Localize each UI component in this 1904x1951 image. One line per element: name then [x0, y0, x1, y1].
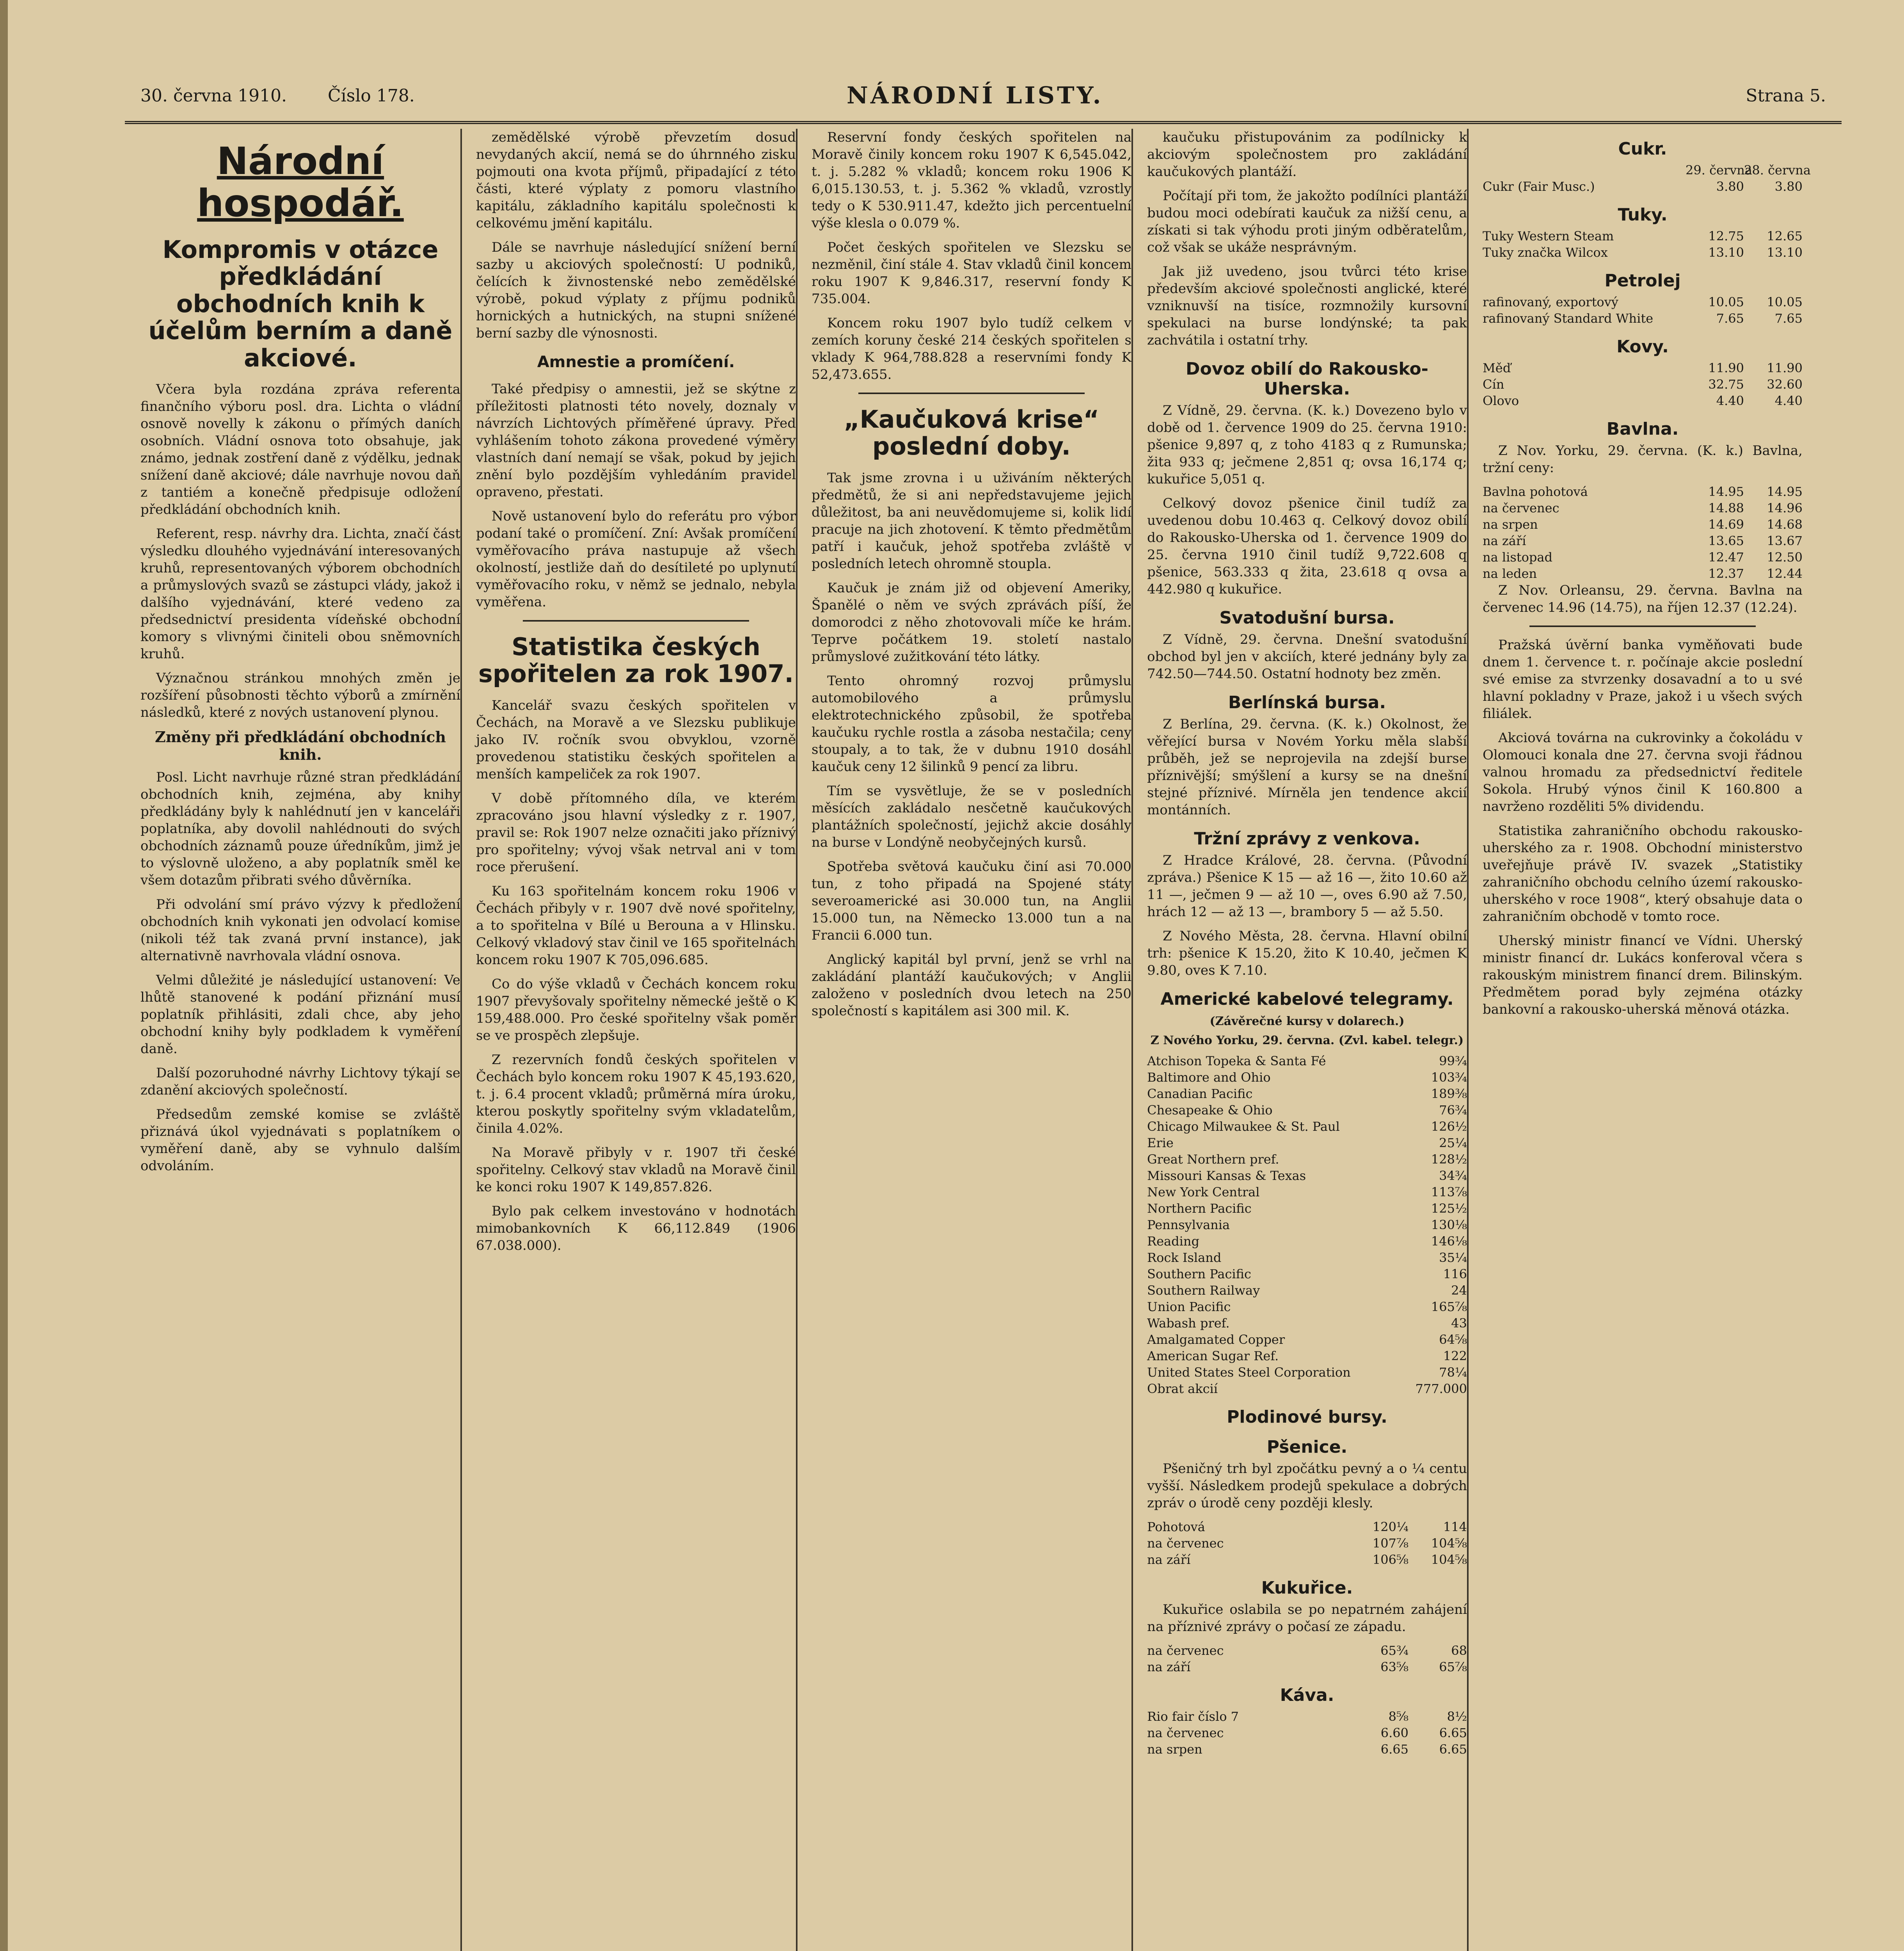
table-cell: Erie [1147, 1135, 1174, 1150]
table-cell: Cín [1483, 377, 1504, 392]
table-cell: 13.10 [1767, 245, 1803, 260]
paragraph: Kukuřice oslabila se po nepatrném zahájení na příznivé zprávy o počasí ze západu. [1147, 1602, 1467, 1635]
paragraph: Při odvolání smí právo výzvy k předložení obchodních knih vykonati jen odvolací komise (nikoli též tak zvaná první instance), jak alternativně navrhovala vládní osnova. [140, 897, 460, 964]
table-cell [1483, 162, 1686, 178]
column-1 [140, 129, 462, 1951]
paragraph: Kancelář svazu českých spořitelen v Čechách, na Moravě a ve Slezsku publikuje jako IV. ročník svou obvyklou, vzorně provedenou statistiku českých spořitelen a menších kampeliček za rok 1907. [476, 697, 796, 782]
table-row [1147, 1086, 1467, 1102]
table-cell: 63⅝ [1380, 1660, 1408, 1674]
paragraph: Na Moravě přibyly v r. 1907 tři české spořitelny. Celkový stav vkladů na Moravě činil ke konci roku 1907 K 149,857.826. [476, 1144, 796, 1195]
table-cell: 11.90 [1708, 361, 1744, 375]
paragraph: Pšeničný trh byl zpočátku pevný a o ¼ centu vyšší. Následkem prodejů spekulace a dobrých zpráv o úrodě ceny později klesly. [1147, 1461, 1467, 1511]
paragraph: zemědělské výrobě převzetím dosud nevydaných akcií, nemá se do úhrnného zisku pojmouti ona kvota příjmů, připadající z této části, které výplaty z pomoru vlastního kapitálu, základního kapitálu společnosti k celkovému jmění kapitálu. [476, 130, 796, 231]
page-edge [0, 0, 8, 1951]
paragraph: Včera byla rozdána zpráva referenta finančního výboru posl. dra. Lichta o vládní osnově novelly k zákonu o přímých daních osobních. Vládní osnova toto obsahuje, jak známo, jednak zostření daně z výdělku, jednak snížení daně akciové; dále navrhuje novou daň z tantiém a konečně předpisuje odložení předkládání obchodních knih. [140, 382, 460, 518]
table-cell: 120¼ [1372, 1519, 1408, 1534]
table-row [1147, 1184, 1467, 1200]
table-row [1483, 483, 1803, 500]
table-row [1483, 516, 1803, 533]
paragraph: Co do výše vkladů v Čechách koncem roku 1907 převyšovaly spořitelny německé ještě o K 159,488.000. Pro české spořitelny však poměr se ve prospěch zlepšuje. [476, 976, 796, 1043]
table-row [1147, 1135, 1467, 1151]
paragraph: Tento ohromný rozvoj průmyslu automobilového a průmyslu elektrotechnického způsobil, že spotřeba kaučuku rychle rostla a zásoba nestačila; ceny stoupaly, a to tak, že v dubnu 1910 dosáhl kaučuk ceny 12 šilinků 9 pencí za libru. [812, 673, 1131, 775]
coffee-table [1147, 1708, 1467, 1757]
table-cell: 114 [1443, 1519, 1467, 1534]
paragraph: Referent, resp. návrhy dra. Lichta, značí část výsledku dlouhého vyjednávání interesovaných kruhů, representovaných výborem obchodních a průmyslových svazů se zástupci vlády, jakož i dalšího vyjednávání, které vedeno za předsednictví presidenta vídeňské obchodní komory s vlivnými činiteli obou sněmovních kruhů. [140, 526, 460, 662]
table-row [1147, 1282, 1467, 1299]
paragraph: Další pozoruhodné návrhy Lichtovy týkají se zdanění akciových společností. [140, 1065, 460, 1098]
table-row [1147, 1741, 1467, 1757]
paragraph: Uherský ministr financí ve Vídni. Uherský ministr financí dr. Lukács konferoval včera s rakouským ministrem financí drem. Bilinským. Předmětem porad byly zejména otázky bankovní a rakousko-uherská měnová otázka. [1483, 933, 1803, 1017]
sugar-table [1483, 162, 1811, 195]
table-cell: 43 [1451, 1316, 1467, 1331]
metals-table [1483, 360, 1803, 409]
table-cell: Chesapeake & Ohio [1147, 1103, 1273, 1118]
table-cell: Amalgamated Copper [1147, 1332, 1285, 1347]
table-cell: 7.65 [1716, 311, 1744, 326]
table-cell: 8½ [1447, 1709, 1467, 1724]
table-cell: 12.47 [1708, 550, 1744, 565]
subheading: Berlínská bursa. [1228, 693, 1386, 713]
table-row [1483, 500, 1803, 516]
divider [523, 620, 749, 622]
table-cell: na září [1147, 1552, 1191, 1567]
table-row [1147, 1551, 1467, 1568]
table-row [1147, 1381, 1467, 1397]
table-row [1147, 1535, 1467, 1551]
table-cell: rafinovaný, exportový [1483, 295, 1618, 309]
table-cell: na červenec [1147, 1643, 1224, 1658]
header-page: Strana 5. [1746, 86, 1826, 106]
section-title: Národní hospodář. [197, 139, 404, 225]
paragraph: Velmi důležité je následující ustanovení: Ve lhůtě stanovené k podání přiznání musí poplatník přihlásiti, zdali chce, aby jeho obchodní knihy byly podkladem k vyměření daně. [140, 972, 460, 1057]
table-cell: 777.000 [1415, 1381, 1467, 1396]
table-row [1147, 1266, 1467, 1282]
table-row [1147, 1299, 1467, 1315]
table-cell: na srpen [1483, 517, 1538, 532]
table-cell: 24 [1451, 1283, 1467, 1298]
table-cell: 6.65 [1380, 1742, 1408, 1757]
paragraph: Tak jsme zrovna i u uživáním některých předmětů, že si ani nepředstavujeme jejich důležitost, ba ani neuvědomujeme si, kolik lidí pracuje na jich zhotovení. K těmto předmětům patří i kaučuk, jehož spotřeba zvláště v posledních letech ohromně stoupla. [812, 470, 1131, 572]
table-cell: 13.10 [1708, 245, 1744, 260]
paragraph: Počítají při tom, že jakožto podílníci plantáží budou moci odebírati kaučuk za nižší cenu, a získati si tak výhodu proti jiným odběratelům, což však se ukáže nesprávným. [1147, 188, 1467, 255]
table-cell: 6.60 [1380, 1725, 1408, 1740]
subheading: Petrolej [1604, 271, 1681, 291]
corn-table [1147, 1642, 1467, 1675]
table-cell: 65¾ [1380, 1643, 1408, 1658]
table-cell: 122 [1443, 1349, 1467, 1363]
table-cell: Wabash pref. [1147, 1316, 1230, 1331]
table-cell: 128½ [1431, 1152, 1467, 1167]
paragraph: Z Vídně, 29. června. (K. k.) Dovezeno bylo v době od 1. července 1909 do 25. června 1910: pšenice 9,897 q, z toho 4183 q z Rumunska; žita 933 q; ječmene 2,851 q; ovsa 16,174 q; kukuřice 5,051 q. [1147, 403, 1467, 487]
table-row [1483, 360, 1803, 376]
subheading: Kovy. [1616, 337, 1669, 357]
subheading: Bavlna. [1606, 419, 1679, 439]
paragraph: Z Nov. Orleansu, 29. června. Bavlna na červenec 14.96 (14.75), na říjen 12.37 (12.24). [1483, 583, 1803, 615]
table-cell: 34¾ [1439, 1168, 1467, 1183]
table-cell: Baltimore and Ohio [1147, 1070, 1271, 1085]
table-cell: Southern Railway [1147, 1283, 1260, 1298]
paragraph: Předsedům zemské komise se zvláště přiznává úkol vyjednávati s poplatníkem o vyměření daně, aby se vyhnulo dalším odvoláním. [140, 1107, 460, 1174]
table-row [1147, 1102, 1467, 1118]
paragraph: Pražská úvěrní banka vyměňovati bude dnem 1. července t. r. počínaje akcie poslední své emise za stvrzenky dosavadní a to u své hlavní pokladny v Praze, jakož i u všech svých filiálek. [1483, 637, 1803, 721]
table-row [1147, 1348, 1467, 1364]
subheading: Amnestie a promíčení. [537, 353, 735, 371]
table-row [1147, 1659, 1467, 1675]
table-cell: 8⅝ [1388, 1709, 1408, 1724]
table-row [1483, 565, 1803, 582]
subheading: Americké kabelové telegramy. [1160, 989, 1454, 1009]
paragraph: Bylo pak celkem investováno v hodnotách mimobankovních K 66,112.849 (1906 67.038.000). [476, 1203, 796, 1253]
table-row [1147, 1642, 1467, 1659]
paragraph: Koncem roku 1907 bylo tudíž celkem v zemích koruny české 214 českých spořitelen s vklady K 964,788.828 a reservními fondy K 52,473.655. [812, 315, 1131, 382]
article-headline: „Kaučuková krise“ poslední doby. [844, 405, 1099, 461]
paragraph: Statistika zahraničního obchodu rakousko-uherského za r. 1908. Obchodní ministerstvo uveřejňuje právě IV. svazek „Statistiky zahraničního obchodu celního území rakousko-uherského v roce 1908“, který obsahuje data o zahraničním obchodě v tomto roce. [1483, 823, 1803, 924]
table-row [1483, 549, 1803, 565]
table-cell: Northern Pacific [1147, 1201, 1252, 1216]
table-cell: 10.05 [1708, 295, 1744, 309]
table-cell: na červenec [1147, 1725, 1224, 1740]
divider [1529, 625, 1756, 627]
table-row [1147, 1217, 1467, 1233]
table-row [1483, 533, 1803, 549]
subheading: Kukuřice. [1261, 1578, 1353, 1598]
table-cell: Měď [1483, 361, 1511, 375]
table-cell: Atchison Topeka & Santa Fé [1147, 1054, 1326, 1068]
subheading: Káva. [1280, 1685, 1334, 1705]
table-cell: 130⅛ [1431, 1217, 1467, 1232]
table-cell: Tuky Western Steam [1483, 229, 1614, 243]
subheading: Dovoz obilí do Rakousko-Uherska. [1186, 359, 1428, 399]
lard-table [1483, 228, 1803, 261]
article-headline: Statistika českých spořitelen za rok 1907. [478, 632, 794, 688]
table-cell: 116 [1443, 1267, 1467, 1281]
table-row [1147, 1069, 1467, 1086]
article-headline: Kompromis v otázce předkládání obchodních knih k účelům berním a daně akciové. [148, 235, 453, 372]
table-cell: 32.60 [1767, 377, 1803, 392]
table-cell: 113⅞ [1431, 1185, 1467, 1199]
table-row [1147, 1167, 1467, 1184]
table-cell: 14.69 [1708, 517, 1744, 532]
column-5 [1483, 129, 1811, 1951]
subheading: Svatodušní bursa. [1219, 608, 1395, 628]
paragraph: Z rezervních fondů českých spořitelen v Čechách bylo koncem roku 1907 K 45,193.620, t. j. 6.4 procent vkladů; průměrná míra úroku, kterou poskytly spořitelny svým vkladatelům, činila 4.02%. [476, 1052, 796, 1136]
divider [858, 393, 1085, 394]
table-cell: rafinovaný Standard White [1483, 311, 1654, 326]
column-2 [476, 129, 797, 1951]
table-cell: 7.65 [1774, 311, 1803, 326]
table-cell: 126½ [1431, 1119, 1467, 1134]
table-cell: na listopad [1483, 550, 1552, 565]
table-cell: Pennsylvania [1147, 1217, 1230, 1232]
table-cell: 64⅝ [1439, 1332, 1467, 1347]
table-cell: Rio fair číslo 7 [1147, 1709, 1239, 1724]
paragraph: Anglický kapitál byl první, jenž se vrhl na zakládání plantáží kaučukových; v Anglii založeno v posledních dvou letech na 250 společností s kapitálem asi 300 mil. K. [812, 951, 1131, 1019]
table-cell: 4.40 [1716, 393, 1744, 408]
table-cell: Cukr (Fair Musc.) [1483, 179, 1595, 194]
table-cell: 12.65 [1767, 229, 1803, 243]
table-cell: na červenec [1147, 1536, 1224, 1551]
table-row [1483, 376, 1803, 393]
table-cell: American Sugar Ref. [1147, 1349, 1279, 1363]
paragraph: Spotřeba světová kaučuku činí asi 70.000 tun, z toho připadá na Spojené státy severoamerické asi 30.000 tun, na Anglii 15.000 tun, na Německo 13.000 tun a na Francii 6.000 tun. [812, 858, 1131, 943]
table-cell: 11.90 [1767, 361, 1803, 375]
paragraph: Z Nového Města, 28. června. Hlavní obilní trh: pšenice K 15.20, žito K 10.40, ječmen K 9.80, oves K 7.10. [1147, 928, 1467, 978]
paragraph: Nově ustanovení bylo do referátu pro výbor podaní také o promíčení. Zní: Avšak promíčení vyměřovacího práva nastupuje až všech okolností, jestliže daň do desítileté po uplynutí vyměřovacího roku, v němž se jednalo, nebyla vyměřena. [476, 508, 796, 610]
table-cell: 12.50 [1767, 550, 1803, 565]
table-cell: 104⅝ [1431, 1552, 1467, 1567]
table-cell: Missouri Kansas & Texas [1147, 1168, 1306, 1183]
table-row [1147, 1364, 1467, 1381]
column-3 [812, 129, 1133, 1951]
table-row [1147, 1200, 1467, 1217]
table-cell: 10.05 [1767, 295, 1803, 309]
table-cell: Pohotová [1147, 1519, 1205, 1534]
table-cell: 6.65 [1439, 1742, 1467, 1757]
table-cell: 32.75 [1708, 377, 1744, 392]
table-cell: na září [1483, 533, 1526, 548]
table-cell: 68 [1451, 1643, 1467, 1658]
table-cell: na červenec [1483, 501, 1559, 515]
table-cell: United States Steel Corporation [1147, 1365, 1351, 1380]
table-cell: 25¼ [1439, 1135, 1467, 1150]
subheading: Cukr. [1618, 139, 1667, 159]
table-cell: Southern Pacific [1147, 1267, 1251, 1281]
table-row [1483, 244, 1803, 261]
paragraph: kaučuku přistupovánim za podílnicky k akciovým společnostem pro zakládání kaučukových plantáží. [1147, 130, 1467, 179]
paragraph: Význačnou stránkou mnohých změn je rozšíření působnosti těchto výborů a zmírnění následků, které z nových ustanovení plynou. [140, 670, 460, 721]
table-cell: 28. června [1744, 163, 1811, 178]
table-cell: Union Pacific [1147, 1299, 1231, 1314]
paragraph: Jak již uvedeno, jsou tvůrci této krise především akciové společnosti anglické, které vzniknuvší na tisíce, rozmnožily kursovní spekulaci na burse londýnské; ta pak zachvátila i ostatní trhy. [1147, 264, 1467, 348]
table-cell: 76¾ [1439, 1103, 1467, 1118]
cotton-table [1483, 483, 1803, 582]
table-cell: 13.65 [1708, 533, 1744, 548]
table-cell: na leden [1483, 566, 1537, 581]
table-cell: 29. června [1686, 163, 1752, 178]
table-row [1147, 1725, 1467, 1741]
table-row [1483, 228, 1803, 244]
paragraph: Tím se vysvětluje, že se v posledních měsících zakládalo nesčetně kaučukových plantážních společností, jejichž akcie dosáhly na burse v Londýně neobyčejných kursů. [812, 783, 1131, 850]
table-cell: 12.44 [1767, 566, 1803, 581]
table-row [1483, 310, 1803, 327]
subheading: Tržní zprávy z venkova. [1194, 829, 1420, 849]
wheat-table [1147, 1519, 1467, 1568]
table-cell: Bavlna pohotová [1483, 484, 1588, 499]
column-4 [1147, 129, 1469, 1951]
table-cell: 65⅞ [1439, 1660, 1467, 1674]
table-cell: 14.95 [1767, 484, 1803, 499]
table-cell: New York Central [1147, 1185, 1260, 1199]
table-cell: 189⅜ [1431, 1086, 1467, 1101]
table-cell: 12.37 [1708, 566, 1744, 581]
table-cell: Reading [1147, 1234, 1199, 1249]
paragraph: Posl. Licht navrhuje různé stran předkládání obchodních knih, zejména, aby knihy předkládány byly k nahlédnutí jen v kanceláři poplatníka, aby dovolil nahlédnouti do svých obchodních záznamů pouze úředníkům, jimž je to výslovně uloženo, a aby poplatník směl ke všem dotazům přibrati svého důvěrníka. [140, 769, 460, 888]
table-row [1147, 1118, 1467, 1135]
table-cell: Olovo [1483, 393, 1519, 408]
table-cell: na září [1147, 1660, 1191, 1674]
subheading: Plodinové bursy. [1227, 1407, 1387, 1427]
petroleum-table [1483, 294, 1803, 327]
paragraph: Z Hradce Králové, 28. června. (Původní zpráva.) Pšenice K 15 — až 16 —, žito 10.60 až 11 —, ječmen 9 — až 10 —, oves 6.90 až 7.50, hrách 12 — až 13 —, brambory 5 — až 5.50. [1147, 853, 1467, 920]
paragraph: Také předpisy o amnestii, jež se skýtne z příležitosti platnosti této novely, doznaly v návrzích Lichtových příměřené úpravy. Před vyhlášením tohoto zákona provedené výměry vlastních daní nemají se však, pokud by jejich znění bylo pozdějším vyhledáním pravidel opraveno, přestati. [476, 381, 796, 500]
table-cell: 12.75 [1708, 229, 1744, 243]
table-cell: 78¼ [1439, 1365, 1467, 1380]
table-row [1147, 1249, 1467, 1266]
table-cell: na srpen [1147, 1742, 1202, 1757]
table-row [1147, 1708, 1467, 1725]
table-cell: 107⅞ [1372, 1536, 1408, 1551]
table-cell: 125½ [1431, 1201, 1467, 1216]
table-cell: Obrat akcií [1147, 1381, 1218, 1396]
table-row [1483, 294, 1803, 310]
table-cell: 14.95 [1708, 484, 1744, 499]
table-row [1147, 1053, 1467, 1069]
table-cell: 13.67 [1767, 533, 1803, 548]
table-cell: 165⅞ [1431, 1299, 1467, 1314]
paragraph: Dále se navrhuje následující snížení berní sazby u akciových společností: U podniků, čelících k živnostenské nebo zemědělské výrobě, pokud výplaty z příjmu podniků hornických a hutnických, na stupni snížené berní sazby dle výnosnosti. [476, 240, 796, 341]
table-cell: Chicago Milwaukee & St. Paul [1147, 1119, 1340, 1134]
table-cell: Great Northern pref. [1147, 1152, 1279, 1167]
table-row [1147, 1233, 1467, 1249]
table-cell: 14.68 [1767, 517, 1803, 532]
table-cell: 103¾ [1431, 1070, 1467, 1085]
subheading: Pšenice. [1266, 1437, 1348, 1457]
paragraph: Akciová továrna na cukrovinky a čokoládu v Olomouci konala dne 27. června svoji řádnou valnou hromadu za předsednictví ředitele Sokola. Hrubý výnos činil K 160.800 a navrženo rozděliti 5% dividendu. [1483, 730, 1803, 814]
table-cell: 3.80 [1716, 179, 1744, 194]
table-cell: 146⅛ [1431, 1234, 1467, 1249]
telegram-note: (Závěrečné kursy v dolarech.) [1210, 1015, 1405, 1028]
table-row [1147, 1331, 1467, 1348]
table-cell: 4.40 [1774, 393, 1803, 408]
paragraph: Z Berlína, 29. června. (K. k.) Okolnost, že věřející bursa v Novém Yorku měla slabší průběh, jež se neprojevila na zdejší burse příznivější; smýšlení a kursy se na dnešní stejné příznivé. Mírněla jen tendence akcií montánních. [1147, 716, 1467, 818]
table-cell: 99¾ [1439, 1054, 1467, 1068]
header-issue: Číslo 178. [328, 86, 415, 106]
table-cell: 104⅝ [1431, 1536, 1467, 1551]
paragraph: Kaučuk je znám již od objevení Ameriky, Španělé o něm ve svých zprávách píší, že domorodci z něho zhotovovali míče ke hrám. Teprve počátkem 19. století nastalo průmyslové zužitkování této látky. [812, 580, 1131, 665]
table-cell: 6.65 [1439, 1725, 1467, 1740]
masthead-title: NÁRODNÍ LISTY. [847, 82, 1103, 109]
table-cell: 3.80 [1774, 179, 1803, 194]
table-cell: 35¼ [1439, 1250, 1467, 1265]
paragraph: Z Nov. Yorku, 29. června. (K. k.) Bavlna, tržní ceny: [1483, 443, 1803, 476]
table-row [1147, 1151, 1467, 1167]
table-row [1483, 393, 1803, 409]
table-cell: 106⅝ [1372, 1552, 1408, 1567]
paragraph: Ku 163 spořitelnám koncem roku 1906 v Čechách přibyly v r. 1907 dvě nové spořitelny, a to spořitelna v Bílé u Berouna a v Hlinsku. Celkový vkladový stav činil ve 165 spořitelnách koncem roku 1907 K 705,096.685. [476, 883, 796, 968]
paragraph: Počet českých spořitelen ve Slezsku se nezměnil, činí stále 4. Stav vkladů činil koncem roku 1907 K 9,846.317, reservní fondy K 735.004. [812, 240, 1131, 307]
table-cell: Tuky značka Wilcox [1483, 245, 1608, 260]
paragraph: Z Vídně, 29. června. Dnešní svatodušní obchod byl jen v akciích, které jednány byly za 742.50—744.50. Ostatní hodnoty bez změn. [1147, 632, 1467, 682]
paragraph: V době přítomného díla, ve kterém zpracováno jsou hlavní výsledky z r. 1907, pravil se: Rok 1907 nelze označiti jako příznivý pro spořitelny; vývoj však netrval ani v tom roce přerušení. [476, 790, 796, 875]
paragraph: Celkový dovoz pšenice činil tudíž za uvedenou dobu 10.463 q. Celkový dovoz obilí do Rakousko-Uherska od 1. července 1909 do 25. června 1910 činil tudíž 9,722.608 q pšenice, 563.333 q žita, 23.618 q ovsa a 442.980 q kukuřice. [1147, 496, 1467, 597]
table-cell: 14.96 [1767, 501, 1803, 515]
table-cell: 14.88 [1708, 501, 1744, 515]
table-row [1147, 1315, 1467, 1331]
subheading: Tuky. [1618, 205, 1668, 225]
table-cell: Canadian Pacific [1147, 1086, 1253, 1101]
subheading: Změny při předkládání obchodních knih. [155, 728, 446, 764]
page-header [125, 74, 1842, 124]
table-row [1147, 1519, 1467, 1535]
table-row [1483, 162, 1811, 178]
header-date: 30. června 1910. [140, 86, 287, 106]
telegram-date: Z Nového Yorku, 29. června. (Zvl. kabel. telegr.) [1150, 1034, 1464, 1047]
table-row [1483, 178, 1803, 195]
stock-table [1147, 1053, 1467, 1397]
table-cell: Rock Island [1147, 1250, 1222, 1265]
paragraph: Reservní fondy českých spořitelen na Moravě činily koncem roku 1907 K 6,545.042, t. j. 5.282 % vkladů; koncem roku 1906 K 6,015.130.53, t. j. 5.362 % vkladů, vzrostly tedy o K 530.911.47, kdežto jich percentuelní výše klesla o 0.079 %. [812, 130, 1131, 231]
